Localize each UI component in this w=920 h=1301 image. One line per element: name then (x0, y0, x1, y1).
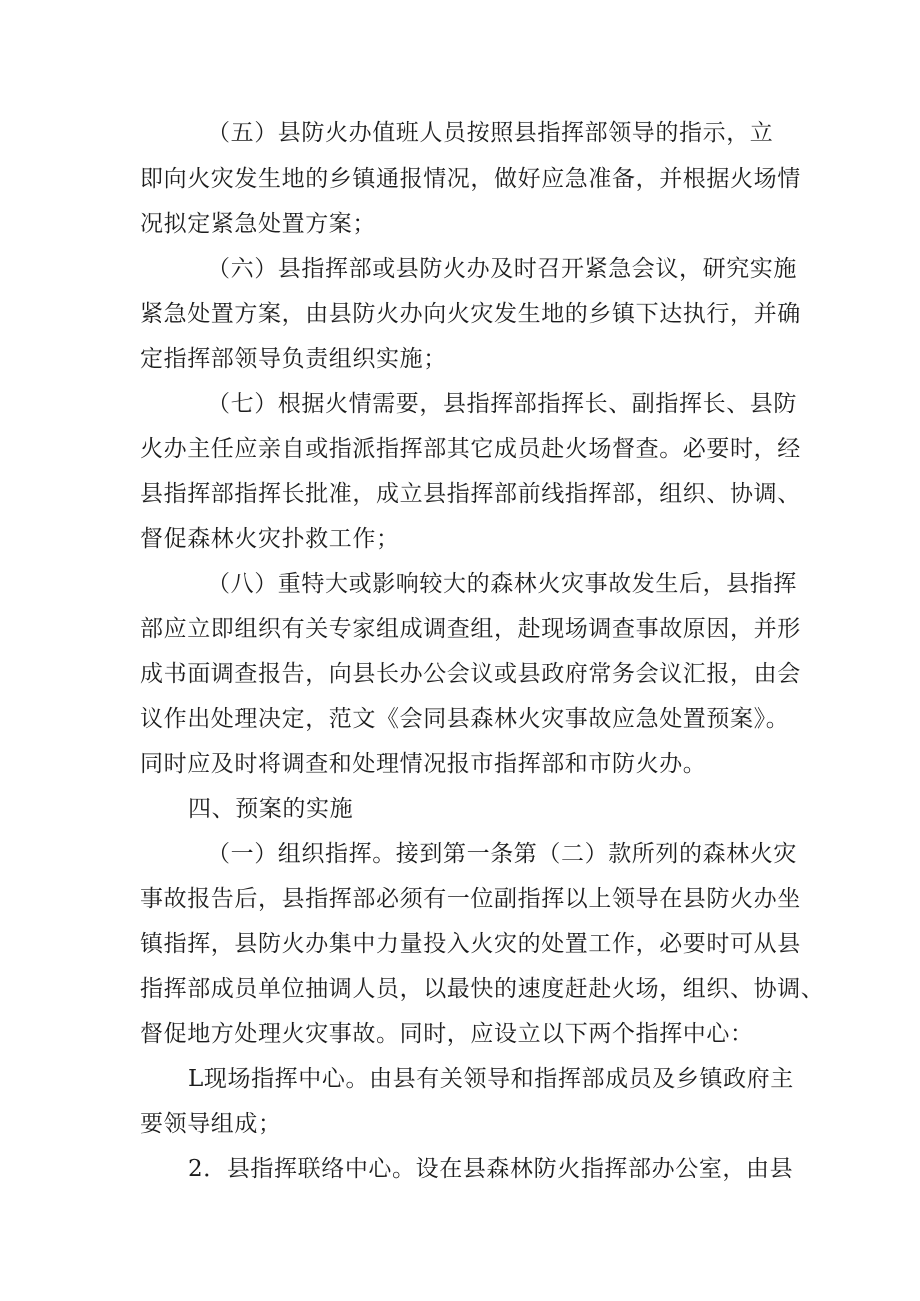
text-line-24: 2．县指挥联络中心。设在县森林防火指挥部办公室，由县 (188, 1156, 794, 1182)
text-line-13: 成书面调查报告，向县长办公会议或县政府常务会议汇报，由会 (140, 661, 801, 687)
text-line-5: 紧急处置方案，由县防火办向火灾发生地的乡镇下达执行，并确 (140, 301, 801, 327)
text-line-17: （一）组织指挥。接到第一条第（二）款所列的森林火灾 (207, 841, 797, 867)
text-line-9: 县指挥部指挥长批准，成立县指挥部前线指挥部，组织、协调、 (140, 481, 801, 507)
text-line-20: 指挥部成员单位抽调人员，以最快的速度赶赴火场，组织、协调、 (140, 976, 825, 1002)
text-line-10: 督促森林火灾扑救工作； (140, 526, 400, 552)
text-line-8: 火办主任应亲自或指派指挥部其它成员赴火场督查。必要时，经 (140, 436, 801, 462)
section-heading: 四、预案的实施 (188, 796, 354, 822)
text-line-4: （六）县指挥部或县防火办及时召开紧急会议，研究实施 (207, 256, 797, 282)
text-line-19: 镇指挥，县防火办集中力量投入火灾的处置工作，必要时可从县 (140, 931, 801, 957)
text-line-23: 要领导组成； (140, 1111, 282, 1137)
text-line-6: 定指挥部领导负责组织实施； (140, 346, 447, 372)
text-line-1: （五）县防火办值班人员按照县指挥部领导的指示，立 (207, 120, 774, 146)
text-line-2: 即向火灾发生地的乡镇通报情况，做好应急准备，并根据火场情 (140, 166, 801, 192)
text-line-14: 议作出处理决定，范文《会同县森林火灾事故应急处置预案》。 (140, 706, 790, 732)
text-line-15: 同时应及时将调查和处理情况报市指挥部和市防火办。 (140, 751, 707, 777)
text-line-22: L现场指挥中心。由县有关领导和指挥部成员及乡镇政府主 (188, 1066, 794, 1092)
text-line-11: （八）重特大或影响较大的森林火灾事故发生后，县指挥 (207, 571, 797, 597)
text-line-21: 督促地方处理火灾事故。同时，应设立以下两个指挥中心： (140, 1021, 754, 1047)
text-line-7: （七）根据火情需要，县指挥部指挥长、副指挥长、县防 (207, 391, 797, 417)
text-line-12: 部应立即组织有关专家组成调查组，赴现场调查事故原因，并形 (140, 616, 801, 642)
text-line-18: 事故报告后，县指挥部必须有一位副指挥以上领导在县防火办坐 (140, 886, 801, 912)
text-line-3: 况拟定紧急处置方案； (140, 211, 376, 237)
